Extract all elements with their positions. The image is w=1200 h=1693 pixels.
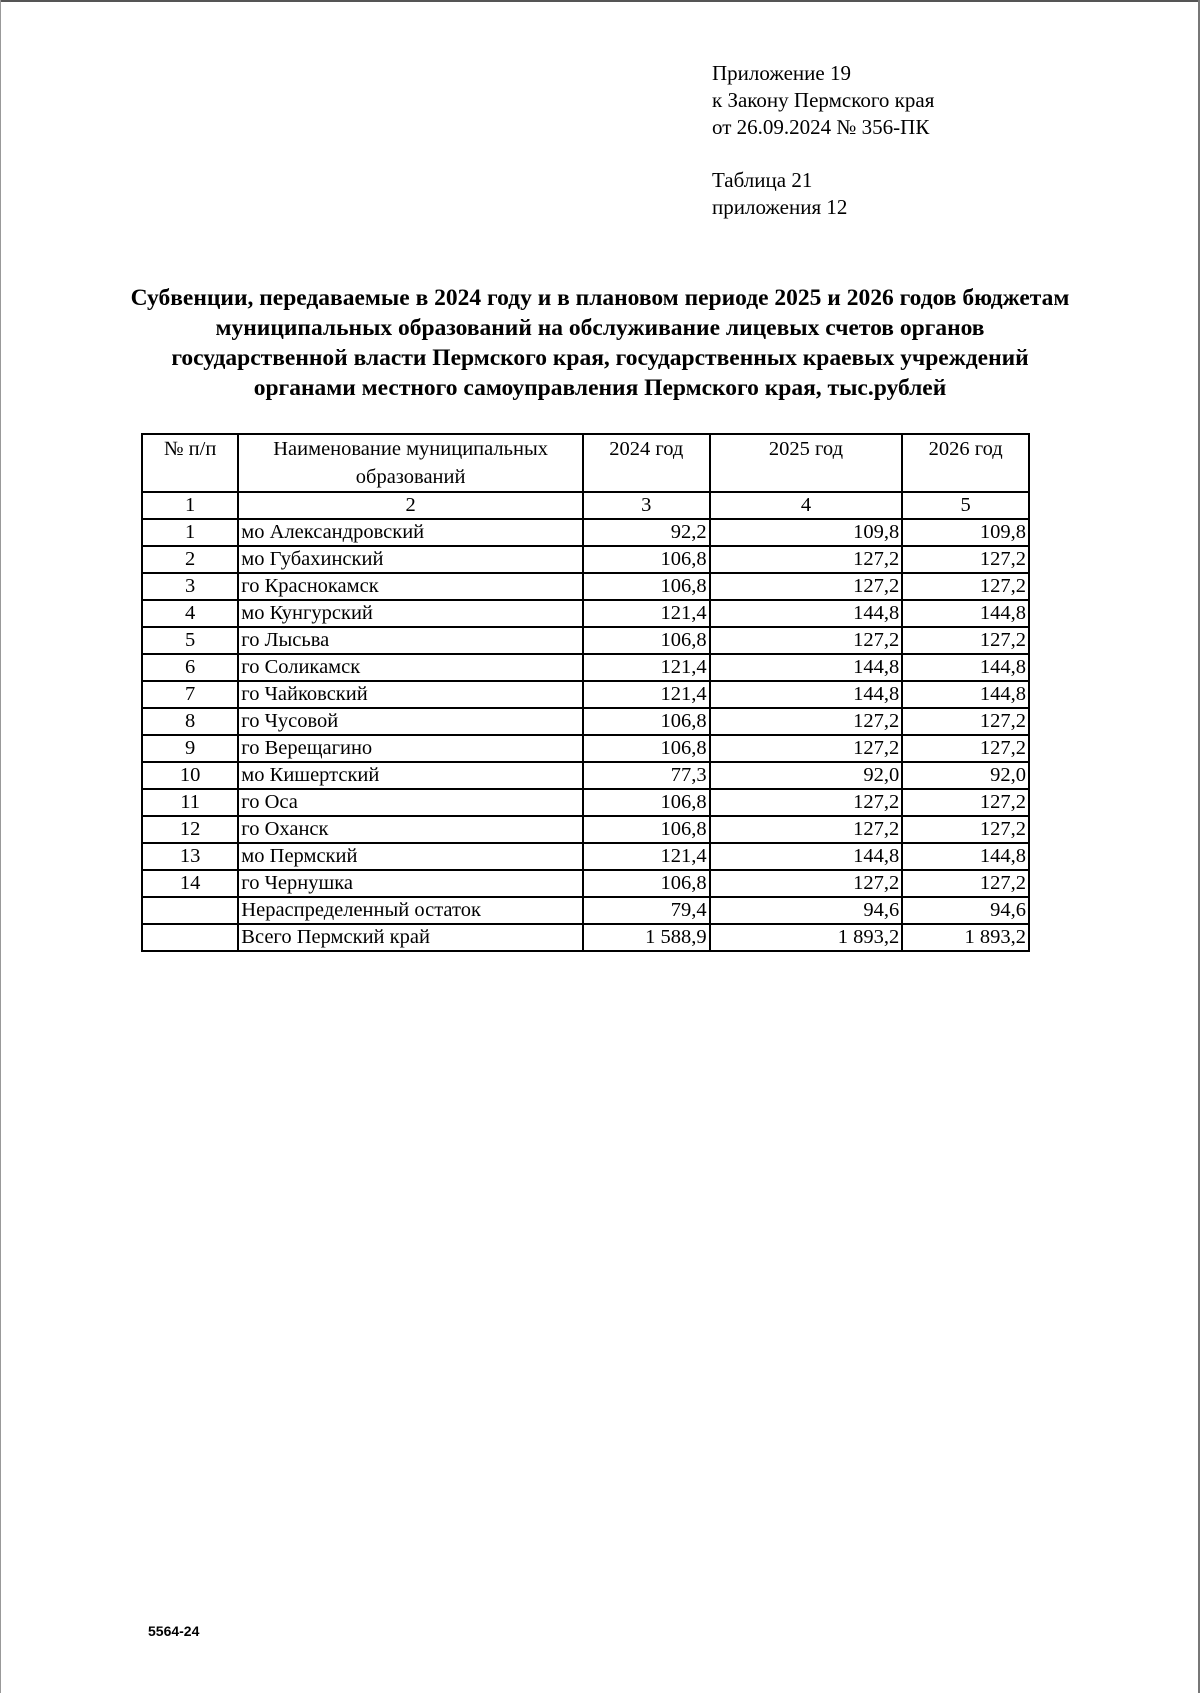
table-row [142, 924, 1029, 951]
municipality-name: Нераспределенный остаток [238, 897, 583, 924]
value-2025: 127,2 [710, 708, 903, 735]
value-2026: 127,2 [902, 546, 1029, 573]
header-2026: 2026 год [902, 434, 1029, 492]
table-header-row [142, 434, 1029, 492]
value-2025: 127,2 [710, 789, 903, 816]
row-number: 12 [142, 816, 238, 843]
table-row [142, 708, 1029, 735]
column-number: 3 [583, 492, 710, 519]
value-2026: 144,8 [902, 654, 1029, 681]
value-2025: 127,2 [710, 546, 903, 573]
column-number: 2 [238, 492, 583, 519]
municipality-name: го Верещагино [238, 735, 583, 762]
table-row [142, 897, 1029, 924]
municipality-name: мо Александровский [238, 519, 583, 546]
row-number: 4 [142, 600, 238, 627]
municipality-name: го Оса [238, 789, 583, 816]
municipality-name: мо Кишертский [238, 762, 583, 789]
value-2025: 1 893,2 [710, 924, 903, 951]
value-2026: 127,2 [902, 708, 1029, 735]
table-row [142, 789, 1029, 816]
value-2025: 94,6 [710, 897, 903, 924]
value-2024: 106,8 [583, 546, 710, 573]
value-2026: 1 893,2 [902, 924, 1029, 951]
value-2026: 92,0 [902, 762, 1029, 789]
row-number: 9 [142, 735, 238, 762]
value-2025: 92,0 [710, 762, 903, 789]
row-number: 11 [142, 789, 238, 816]
document-code: 5564-24 [148, 1623, 200, 1639]
scan-edge-top [0, 0, 1200, 2]
appendix-law-date: от 26.09.2024 № 356-ПК [712, 115, 930, 139]
table-body [142, 519, 1029, 951]
value-2026: 127,2 [902, 870, 1029, 897]
row-number: 14 [142, 870, 238, 897]
appendix-reference: приложения 12 [712, 195, 848, 219]
table-row [142, 816, 1029, 843]
column-number: 5 [902, 492, 1029, 519]
municipality-name: мо Губахинский [238, 546, 583, 573]
municipality-name: го Оханск [238, 816, 583, 843]
value-2026: 127,2 [902, 627, 1029, 654]
value-2026: 127,2 [902, 789, 1029, 816]
table-row [142, 600, 1029, 627]
header-2024: 2024 год [583, 434, 710, 492]
row-number: 2 [142, 546, 238, 573]
header-2025: 2025 год [710, 434, 903, 492]
value-2024: 92,2 [583, 519, 710, 546]
value-2026: 127,2 [902, 816, 1029, 843]
column-number-row [142, 492, 1029, 519]
municipality-name: го Чусовой [238, 708, 583, 735]
value-2024: 106,8 [583, 870, 710, 897]
row-number: 13 [142, 843, 238, 870]
appendix-number: Приложение 19 [712, 61, 851, 85]
table-row [142, 870, 1029, 897]
value-2026: 127,2 [902, 735, 1029, 762]
row-number: 5 [142, 627, 238, 654]
value-2024: 106,8 [583, 573, 710, 600]
municipality-name: го Чайковский [238, 681, 583, 708]
value-2024: 121,4 [583, 654, 710, 681]
header-number: № п/п [142, 434, 238, 492]
table-row [142, 762, 1029, 789]
subventions-table [141, 433, 1030, 952]
value-2025: 127,2 [710, 816, 903, 843]
value-2024: 106,8 [583, 627, 710, 654]
header-name: Наименование муниципальных образований [238, 434, 583, 492]
table-reference: Таблица 21 [712, 168, 813, 192]
row-number: 3 [142, 573, 238, 600]
row-number: 7 [142, 681, 238, 708]
scan-edge-left [0, 0, 1, 1693]
value-2025: 127,2 [710, 627, 903, 654]
row-number: 8 [142, 708, 238, 735]
table-row [142, 627, 1029, 654]
value-2026: 109,8 [902, 519, 1029, 546]
value-2024: 77,3 [583, 762, 710, 789]
row-number [142, 897, 238, 924]
municipality-name: Всего Пермский край [238, 924, 583, 951]
value-2025: 144,8 [710, 843, 903, 870]
row-number: 6 [142, 654, 238, 681]
value-2025: 144,8 [710, 600, 903, 627]
value-2026: 144,8 [902, 600, 1029, 627]
municipality-name: го Чернушка [238, 870, 583, 897]
table-row [142, 654, 1029, 681]
column-number: 4 [710, 492, 903, 519]
value-2026: 144,8 [902, 843, 1029, 870]
value-2024: 121,4 [583, 681, 710, 708]
value-2024: 1 588,9 [583, 924, 710, 951]
municipality-name: мо Кунгурский [238, 600, 583, 627]
table-row [142, 735, 1029, 762]
value-2025: 127,2 [710, 870, 903, 897]
table-row [142, 681, 1029, 708]
appendix-law-ref: к Закону Пермского края [712, 88, 935, 112]
value-2024: 121,4 [583, 600, 710, 627]
value-2026: 144,8 [902, 681, 1029, 708]
value-2024: 106,8 [583, 735, 710, 762]
value-2026: 127,2 [902, 573, 1029, 600]
table-row [142, 546, 1029, 573]
value-2025: 109,8 [710, 519, 903, 546]
value-2024: 79,4 [583, 897, 710, 924]
value-2024: 106,8 [583, 708, 710, 735]
column-number: 1 [142, 492, 238, 519]
value-2024: 106,8 [583, 816, 710, 843]
municipality-name: го Краснокамск [238, 573, 583, 600]
value-2024: 106,8 [583, 789, 710, 816]
value-2025: 144,8 [710, 654, 903, 681]
document-title: Субвенции, передаваемые в 2024 году и в плановом периоде 2025 и 2026 годов бюджетам муниципальных образований на обслуживание лицевых счетов органов государственной власти Пермского края, государственных краевых учреждений органами местного самоуправления Пермского края, тыс.рублей [130, 285, 1070, 401]
value-2025: 127,2 [710, 573, 903, 600]
appendix-header [712, 60, 934, 221]
row-number: 1 [142, 519, 238, 546]
municipality-name: го Лысьва [238, 627, 583, 654]
value-2025: 144,8 [710, 681, 903, 708]
value-2024: 121,4 [583, 843, 710, 870]
value-2026: 94,6 [902, 897, 1029, 924]
row-number [142, 924, 238, 951]
value-2025: 127,2 [710, 735, 903, 762]
table-row [142, 843, 1029, 870]
table-row [142, 519, 1029, 546]
table-row [142, 573, 1029, 600]
municipality-name: мо Пермский [238, 843, 583, 870]
row-number: 10 [142, 762, 238, 789]
municipality-name: го Соликамск [238, 654, 583, 681]
